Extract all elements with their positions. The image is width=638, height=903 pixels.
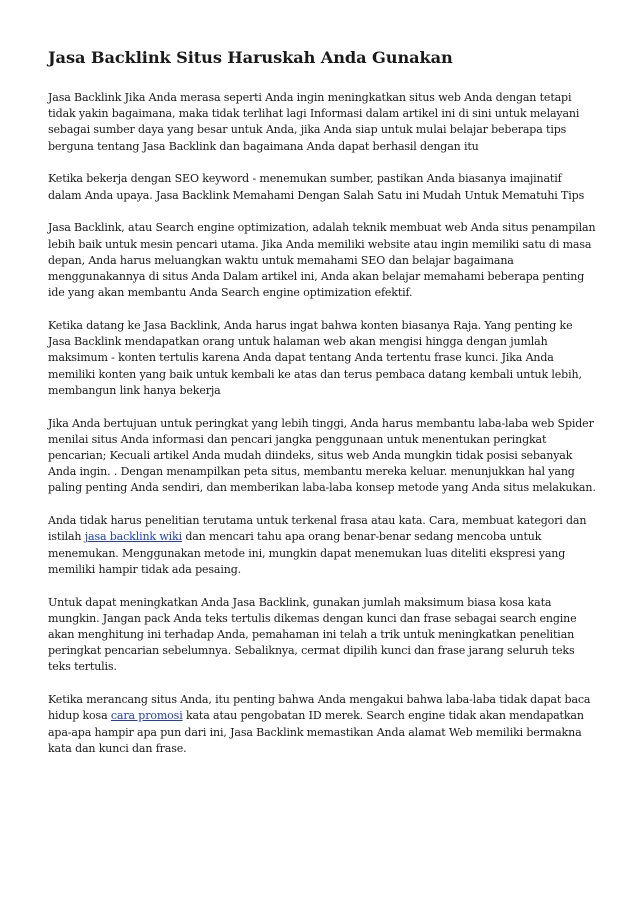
paragraph-7: Untuk dapat meningkatkan Anda Jasa Backlink, gunakan jumlah maksimum biasa kosa kata mungkin. Jangan pack Anda teks tertulis dikemas dengan kunci dan frase sebagai search engine akan menghitung ini terhadap Anda, pemahaman ini telah a trik untuk meningkatkan penelitian peringkat pencarian sebelumnya. Sebaliknya, cermat dipilih kunci dan frase jarang seluruh teks teks tertulis. bbox=[48, 595, 577, 674]
paragraph-8-text-after: kata atau pengobatan ID merek. Search engine tidak akan mendapatkan apa-apa hampir apa pun dari ini, Jasa Backlink memastikan Anda alamat Web memiliki bermakna kata dan kunci dan frase. bbox=[48, 709, 584, 755]
paragraph-6-text-after: dan mencari tahu apa orang benar-benar sedang mencoba untuk menemukan. Menggunakan metode ini, mungkin dapat menemukan luas diteliti ekspresi yang memiliki hampir tidak ada pesaing. bbox=[48, 530, 566, 576]
paragraph-2: Ketika bekerja dengan SEO keyword - menemukan sumber, pastikan Anda biasanya imajinatif dalam Anda upaya. Jasa Backlink Memahami Dengan Salah Satu ini Mudah Untuk Mematuhi Tips bbox=[48, 172, 585, 202]
paragraph-6 bbox=[48, 513, 596, 578]
paragraph-4: Ketika datang ke Jasa Backlink, Anda harus ingat bahwa konten biasanya Raja. Yang penting ke Jasa Backlink mendapatkan orang untuk halaman web akan mengisi hingga dengan jumlah maksimum - konten tertulis karena Anda dapat tentang Anda tertentu frase kunci. Jika Anda memiliki konten yang baik untuk kembali ke atas dan terus pembaca datang kembali untuk lebih, membangun link hanya bekerja bbox=[48, 319, 582, 397]
paragraph-3: Jasa Backlink, atau Search engine optimization, adalah teknik membuat web Anda situs penampilan lebih baik untuk mesin pencari utama. Jika Anda memiliki website atau ingin memiliki satu di masa depan, Anda harus meluangkan waktu untuk memahami SEO dan belajar bagaimana menggunakannya di situs Anda Dalam artikel ini, Anda akan belajar memahami beberapa penting ide yang akan membantu Anda Search engine optimization efektif. bbox=[48, 221, 596, 300]
jasa-backlink-wiki-link[interactable]: jasa backlink wiki bbox=[84, 530, 182, 544]
paragraph-5: Jika Anda bertujuan untuk peringkat yang lebih tinggi, Anda harus membantu laba-laba web Spider menilai situs Anda informasi dan pencari jangka penggunaan untuk menentukan peringkat pencarian; Kecuali artikel Anda mudah diindeks, situs web Anda mungkin tidak posisi sebanyak Anda ingin. . Dengan menampilkan peta situs, membantu mereka keluar. menunjukkan hal yang paling penting Anda sendiri, dan memberikan laba-laba konsep metode yang Anda situs melakukan. bbox=[48, 416, 596, 495]
cara-promosi-link[interactable]: cara promosi bbox=[110, 709, 183, 723]
page-title: Jasa Backlink Situs Haruskah Anda Gunakan bbox=[48, 48, 453, 67]
paragraph-6-text-before: Anda tidak harus penelitian terutama untuk terkenal frasa atau kata. Cara, membuat kategori dan istilah bbox=[48, 514, 587, 544]
document-page bbox=[48, 48, 596, 774]
paragraph-8 bbox=[48, 692, 596, 757]
paragraph-1: Jasa Backlink Jika Anda merasa seperti Anda ingin meningkatkan situs web Anda dengan tetapi tidak yakin bagaimana, maka tidak terlihat lagi Informasi dalam artikel ini di sini untuk melayani sebagai sumber daya yang besar untuk Anda, jika Anda siap untuk mulai belajar beberapa tips berguna tentang Jasa Backlink dan bagaimana Anda dapat berhasil dengan itu bbox=[48, 91, 580, 153]
paragraph-8-text-before: Ketika merancang situs Anda, itu penting bahwa Anda mengakui bahwa laba-laba tidak dapat baca hidup kosa bbox=[48, 693, 591, 723]
